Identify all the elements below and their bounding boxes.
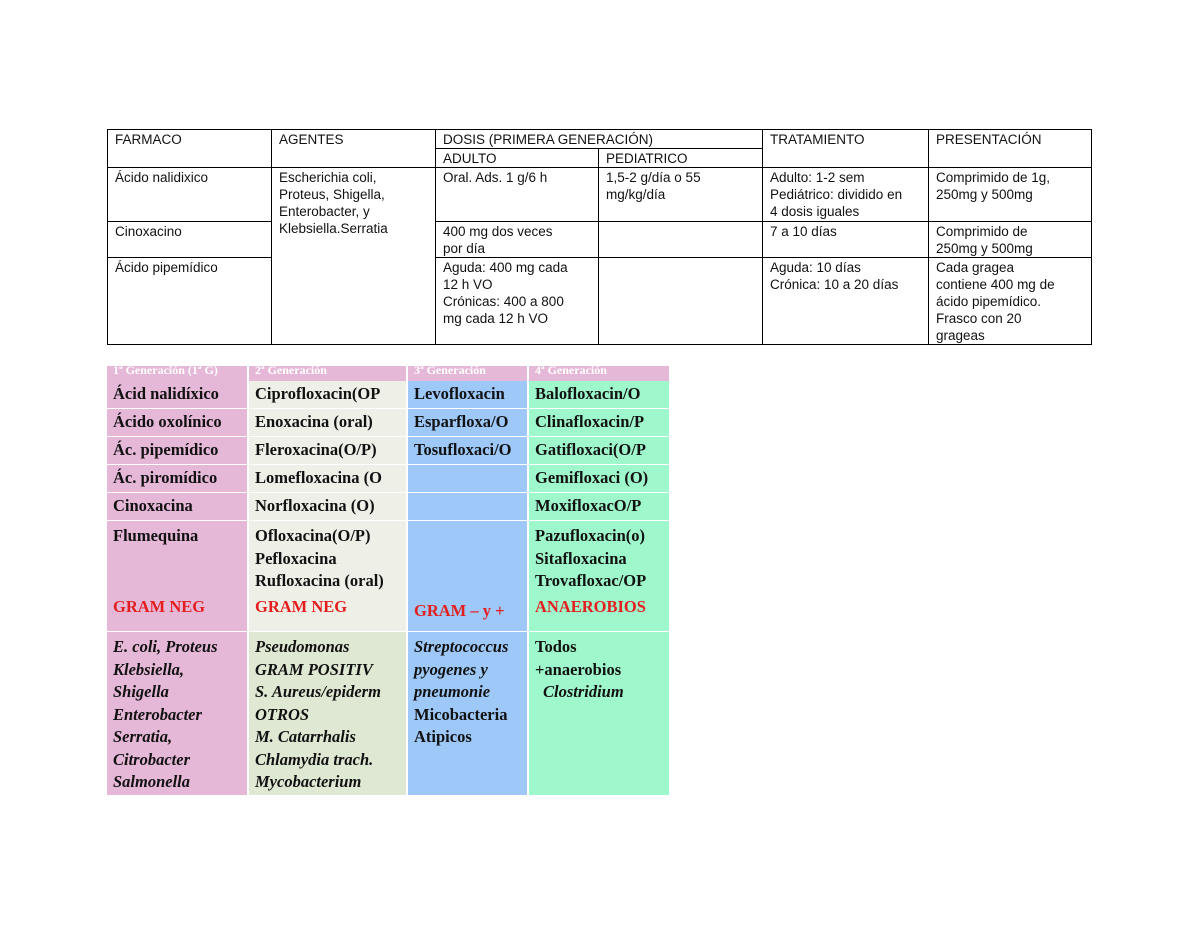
spectrum-label: GRAM – y + [414,601,505,620]
header-farmaco: FARMACO [108,130,272,168]
header-gen-1: 1ª Generación (1ª G) [107,366,247,381]
drug-line: Sitafloxacina [535,548,627,568]
header-adulto: ADULTO [436,149,599,168]
drug-cell-empty [408,493,527,521]
header-gen-3: 3ª Generación [408,366,527,381]
cell-line: Oral. Ads. 1 g/6 h [443,170,548,185]
cell-tratamiento [763,222,929,258]
drug-cell: Ácid nalidíxico [107,381,247,409]
header-pediatrico: PEDIATRICO [599,149,763,168]
organism-line: Klebsiella, [113,659,185,679]
drug-line: Rufloxacina (oral) [255,571,384,590]
organism-line: Pseudomonas [255,637,350,656]
spectrum-label: GRAM NEG [255,597,348,616]
organism-line: M. Catarrhalis [255,727,356,746]
cell-line: Aguda: 400 mg cada [443,260,568,275]
cell-line: Comprimido de [936,224,1028,239]
cell-line: 250mg y 500mg [936,241,1033,256]
drug-cell: Balofloxacin/O [529,381,669,409]
drug-cell-multi [249,521,406,632]
drug-cell: Lomefloxacina (O [249,465,406,493]
cell-line: 400 mg dos veces [443,224,553,239]
drug-cell: Fleroxacina(O/P) [249,437,406,465]
drug-cell: Ác. pipemídico [107,437,247,465]
header-gen-4: 4ª Generación [529,366,669,381]
organism-line: Shigella [113,682,169,701]
drug-cell-multi [408,521,527,632]
drug-cell: Gemifloxaci (O) [529,465,669,493]
cell-line: contiene 400 mg de [936,277,1055,292]
drug-cell: Enoxacina (oral) [249,409,406,437]
organism-line: S. Aureus/epiderm [255,682,381,701]
cell-line: Frasco con 20 [936,311,1022,326]
cell-agentes [272,168,436,258]
cell-line: Cada gragea [936,260,1015,275]
drug-cell: Ác. piromídico [107,465,247,493]
header-presentacion: PRESENTACIÓN [929,130,1092,168]
agentes-line: Proteus, Shigella, [279,187,385,202]
cell-line: Aguda: 10 días [770,260,861,275]
organism-line: Enterobacter [113,704,202,724]
organism-line: OTROS [255,704,310,724]
drug-cell: Esparfloxa/O [408,409,527,437]
header-agentes: AGENTES [272,130,436,168]
cell-adulto [436,168,599,222]
cell-farmaco: Ácido nalidixico [108,168,272,222]
organism-line: E. coli, Proteus [113,637,218,656]
drug-cell-multi [529,521,669,632]
organism-line: pyogenes y [414,659,488,679]
cell-line: mg cada 12 h VO [443,311,549,326]
drug-line: Pazufloxacin(o) [535,526,645,545]
cell-tratamiento [763,168,929,222]
organisms-cell [529,632,669,795]
agentes-line: Enterobacter, y [279,204,370,219]
cell-pediatrico [599,258,763,345]
cell-line: mg/kg/día [606,187,666,202]
drug-cell-multi [107,521,247,632]
column-gen-1 [107,381,247,795]
header-dosis: DOSIS (PRIMERA GENERACIÓN) [436,130,763,149]
organisms-cell [249,632,406,795]
spectrum-label: ANAEROBIOS [535,597,646,616]
drug-line: Ofloxacina(O/P) [255,526,371,545]
cell-pediatrico [599,168,763,222]
cell-line: 12 h VO [443,277,493,292]
organism-line: Micobacteria [414,704,508,724]
column-gen-4 [529,381,669,795]
organism-line: Todos [535,637,577,656]
cell-line: 4 dosis iguales [770,204,860,219]
cell-line: 7 a 10 días [770,224,837,239]
organisms-cell [408,632,527,795]
cell-adulto [436,222,599,258]
cell-farmaco: Cinoxacino [108,222,272,258]
drug-line: Trovafloxac/OP [535,571,647,590]
cell-line: 250mg y 500mg [936,187,1033,202]
organisms-cell [107,632,247,795]
drug-line: Pefloxacina [255,548,337,568]
cell-presentacion [929,168,1092,222]
drug-cell: Gatifloxaci(O/P [529,437,669,465]
agentes-line: Escherichia coli, [279,170,377,185]
drug-line: Flumequina [113,526,199,545]
organism-line: Chlamydia trach. [255,749,374,769]
organism-line: Serratia, [113,727,173,746]
cell-pediatrico [599,222,763,258]
organism-line: GRAM POSITIV [255,659,373,679]
cell-line: 1,5-2 g/día o 55 [606,170,701,185]
cell-line: Adulto: 1-2 sem [770,170,865,185]
cell-adulto [436,258,599,345]
spectrum-label: GRAM NEG [113,597,206,616]
drug-cell: Ciprofloxacin(OP [249,381,406,409]
organism-line: +anaerobios [535,659,622,679]
cell-line: Crónica: 10 a 20 días [770,277,899,292]
cell-presentacion [929,258,1092,345]
cell-line: Pediátrico: dividido en [770,187,903,202]
drug-cell: Ácido oxolínico [107,409,247,437]
fluoroquinolone-dosing-table [107,129,1092,345]
drug-cell: Norfloxacina (O) [249,493,406,521]
organism-line: Streptococcus [414,637,509,656]
cell-line: Crónicas: 400 a 800 [443,294,564,309]
organism-line: Mycobacterium [255,772,362,791]
column-gen-3 [408,381,527,795]
drug-cell: Tosufloxaci/O [408,437,527,465]
drug-cell: Levofloxacin [408,381,527,409]
cell-line: grageas [936,328,985,343]
drug-cell: Clinafloxacin/P [529,409,669,437]
cell-agentes-empty [272,258,436,345]
cell-line: Comprimido de 1g, [936,170,1051,185]
organism-line: pneumonie [414,682,491,701]
organism-line: Salmonella [113,772,191,791]
header-gen-2: 2ª Generación [249,366,406,381]
column-gen-2 [249,381,406,795]
cell-line: ácido pipemídico. [936,294,1042,309]
cell-farmaco: Ácido pipemídico [108,258,272,345]
cell-line: por día [443,241,486,256]
organism-line: Citrobacter [113,749,190,769]
drug-cell-empty [408,465,527,493]
organism-line: Clostridium [543,682,624,701]
organism-line: Atipicos [414,727,472,746]
quinolone-generations-image [107,366,669,795]
header-tratamiento: TRATAMIENTO [763,130,929,168]
drug-cell: MoxifloxacO/P [529,493,669,521]
agentes-line: Klebsiella.Serratia [279,221,388,236]
cell-presentacion [929,222,1092,258]
cell-tratamiento [763,258,929,345]
drug-cell: Cinoxacina [107,493,247,521]
